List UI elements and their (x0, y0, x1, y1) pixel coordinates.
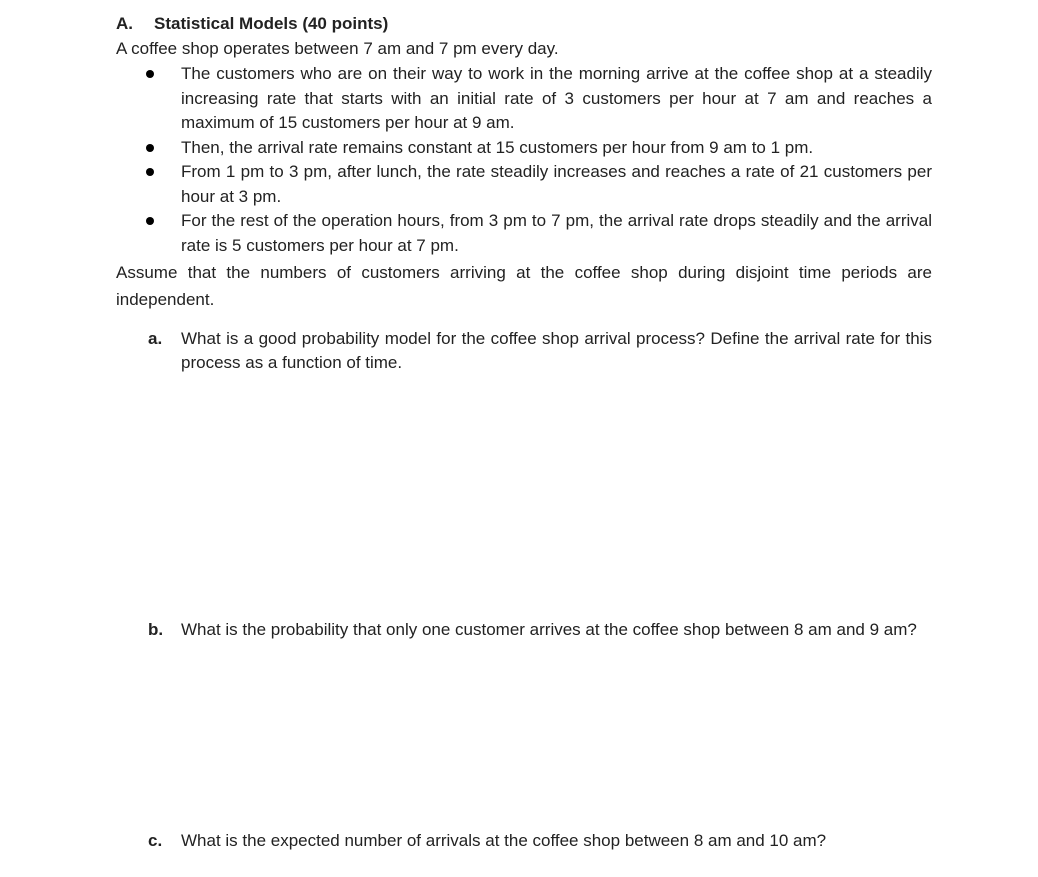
bullet-dot-icon (146, 217, 154, 225)
intro-paragraph: A coffee shop operates between 7 am and 7 pm every day. (116, 39, 559, 58)
question-a (116, 327, 932, 375)
question-c (116, 829, 932, 853)
bullet-text: The customers who are on their way to work in the morning arrive at the coffee shop at a steadily increasing rate that starts with an initial rate of 3 customers per hour at 7 am and reaches a maximum of 15 customers per hour at 9 am. (181, 64, 932, 132)
bullet-text: Then, the arrival rate remains constant at 15 customers per hour from 9 am to 1 pm. (181, 137, 814, 157)
question-label: c. (148, 831, 163, 850)
assumption-paragraph: Assume that the numbers of customers arriving at the coffee shop during disjoint time periods are independent. (116, 263, 932, 309)
bullet-item-midday (116, 136, 932, 161)
question-text: What is a good probability model for the coffee shop arrival process? Define the arrival rate for this process as a function of time. (181, 329, 932, 372)
bullet-dot-icon (146, 168, 154, 176)
question-label: b. (148, 620, 164, 639)
bullet-text: From 1 pm to 3 pm, after lunch, the rate steadily increases and reaches a rate of 21 customers per hour at 3 pm. (181, 162, 932, 206)
section-title: Statistical Models (40 points) (154, 14, 389, 33)
bullet-list (116, 62, 932, 258)
question-b (116, 618, 932, 642)
question-text: What is the probability that only one customer arrives at the coffee shop between 8 am and 9 am? (181, 620, 917, 639)
bullet-dot-icon (146, 144, 154, 152)
bullet-text: For the rest of the operation hours, from 3 pm to 7 pm, the arrival rate drops steadily and the arrival rate is 5 customers per hour at 7 pm. (181, 211, 932, 255)
bullet-item-afternoon (116, 160, 932, 209)
bullet-item-morning (116, 62, 932, 136)
question-text: What is the expected number of arrivals at the coffee shop between 8 am and 10 am? (181, 831, 827, 850)
question-label: a. (148, 329, 163, 348)
bullet-dot-icon (146, 70, 154, 78)
section-label: A. (116, 14, 133, 33)
section-heading (116, 12, 388, 36)
bullet-item-evening (116, 209, 932, 258)
